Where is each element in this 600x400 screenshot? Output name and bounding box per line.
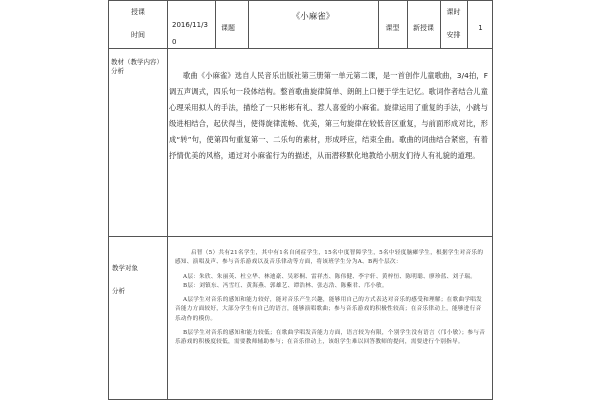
group-b-description: B层学生对音乐的感知和能力较低；在歌曲学唱发音能力方面，语言较为有限，个别学生没有语言（邝小敏）；参与音乐游戏的积极度较低，需要教师辅助参与；在音乐律动上，该组学生难以回答教师的提问，需要进行个别指导。 xyxy=(175,330,486,346)
material-analysis-label: 教材（教学内容）分析 xyxy=(111,58,163,75)
class-hours-value: 1 xyxy=(478,24,483,32)
lesson-title: 《小麻雀》 xyxy=(291,12,335,22)
col-divider xyxy=(167,0,168,48)
class-hours-label: 课时 安排 xyxy=(446,8,461,39)
lesson-type-label: 课型 xyxy=(385,24,400,32)
col-divider xyxy=(248,0,249,48)
student-analysis-label: 教学对象 分析 xyxy=(112,264,138,295)
student-analysis-text xyxy=(175,249,486,353)
lesson-type-value: 新授课 xyxy=(413,24,434,32)
teach-time-label: 授课 时间 xyxy=(131,8,145,39)
student-intro-paragraph: 启智（5）共有21名学生，其中有1名自闭症学生，15名中度智障学生，5名中轻度脑瘫学生，根据学生对音乐的感知、演唱及声、参与音乐游戏以及音乐律动等方面，将该班学生分为A、B两个层次： xyxy=(175,250,484,266)
teach-date: 2016/11/3 0 xyxy=(172,21,208,46)
col-divider xyxy=(167,48,168,400)
group-a-list: A层：朱欣、朱丽英、杜立华、林迪豪、吴彩桐、雷祥杰、陈伟健、李宇轩、黄梓恒、陈明聪、廖珍蓝、刘子瑞。 xyxy=(183,273,477,280)
material-analysis-text: 歌曲《小麻雀》选自人民音乐出版社第三册第一单元第二课，是一首创作儿童歌曲，3/4拍，F调五声调式，四乐句一段体结构。整首歌曲旋律简单、朗朗上口便于学生记忆。歌词作者结合儿童心理采用拟人的手法，描绘了一只彬彬有礼、惹人喜爱的小麻雀。旋律运用了重复的手法，小跳与级进相结合，起伏得当，使得旋律流畅、优美，第三句旋律在较低音区重复，与前面形成对比，形成“转”句，使第四句重复第一、二乐句的素材，形成呼应，结束全曲。歌曲的词曲结合紧密，有着抒情优美的风格，通过对小麻雀行为的描述，从而潜移默化地教给小朋友们待人有礼貌的道理。 xyxy=(169,71,488,161)
lesson-label: 课题 xyxy=(221,24,235,32)
group-b-list: B层：刘镇东、冯雪红、黄海燕、郭雄艺、谭浩林、张志浩、陈紫君、邝小敏。 xyxy=(183,282,388,289)
lesson-plan-table xyxy=(108,0,493,400)
group-a-description: A层学生对音乐的感知和能力较好，能对音乐产生兴趣，能够用自己的方式表达对音乐的感受和理解；在歌曲学唱发音能力方面较好，大部分学生有自己的语言，能够演唱歌曲；参与音乐游戏的积极性较高；在音乐律动上，能够进行音乐动作的模仿。 xyxy=(175,297,483,322)
